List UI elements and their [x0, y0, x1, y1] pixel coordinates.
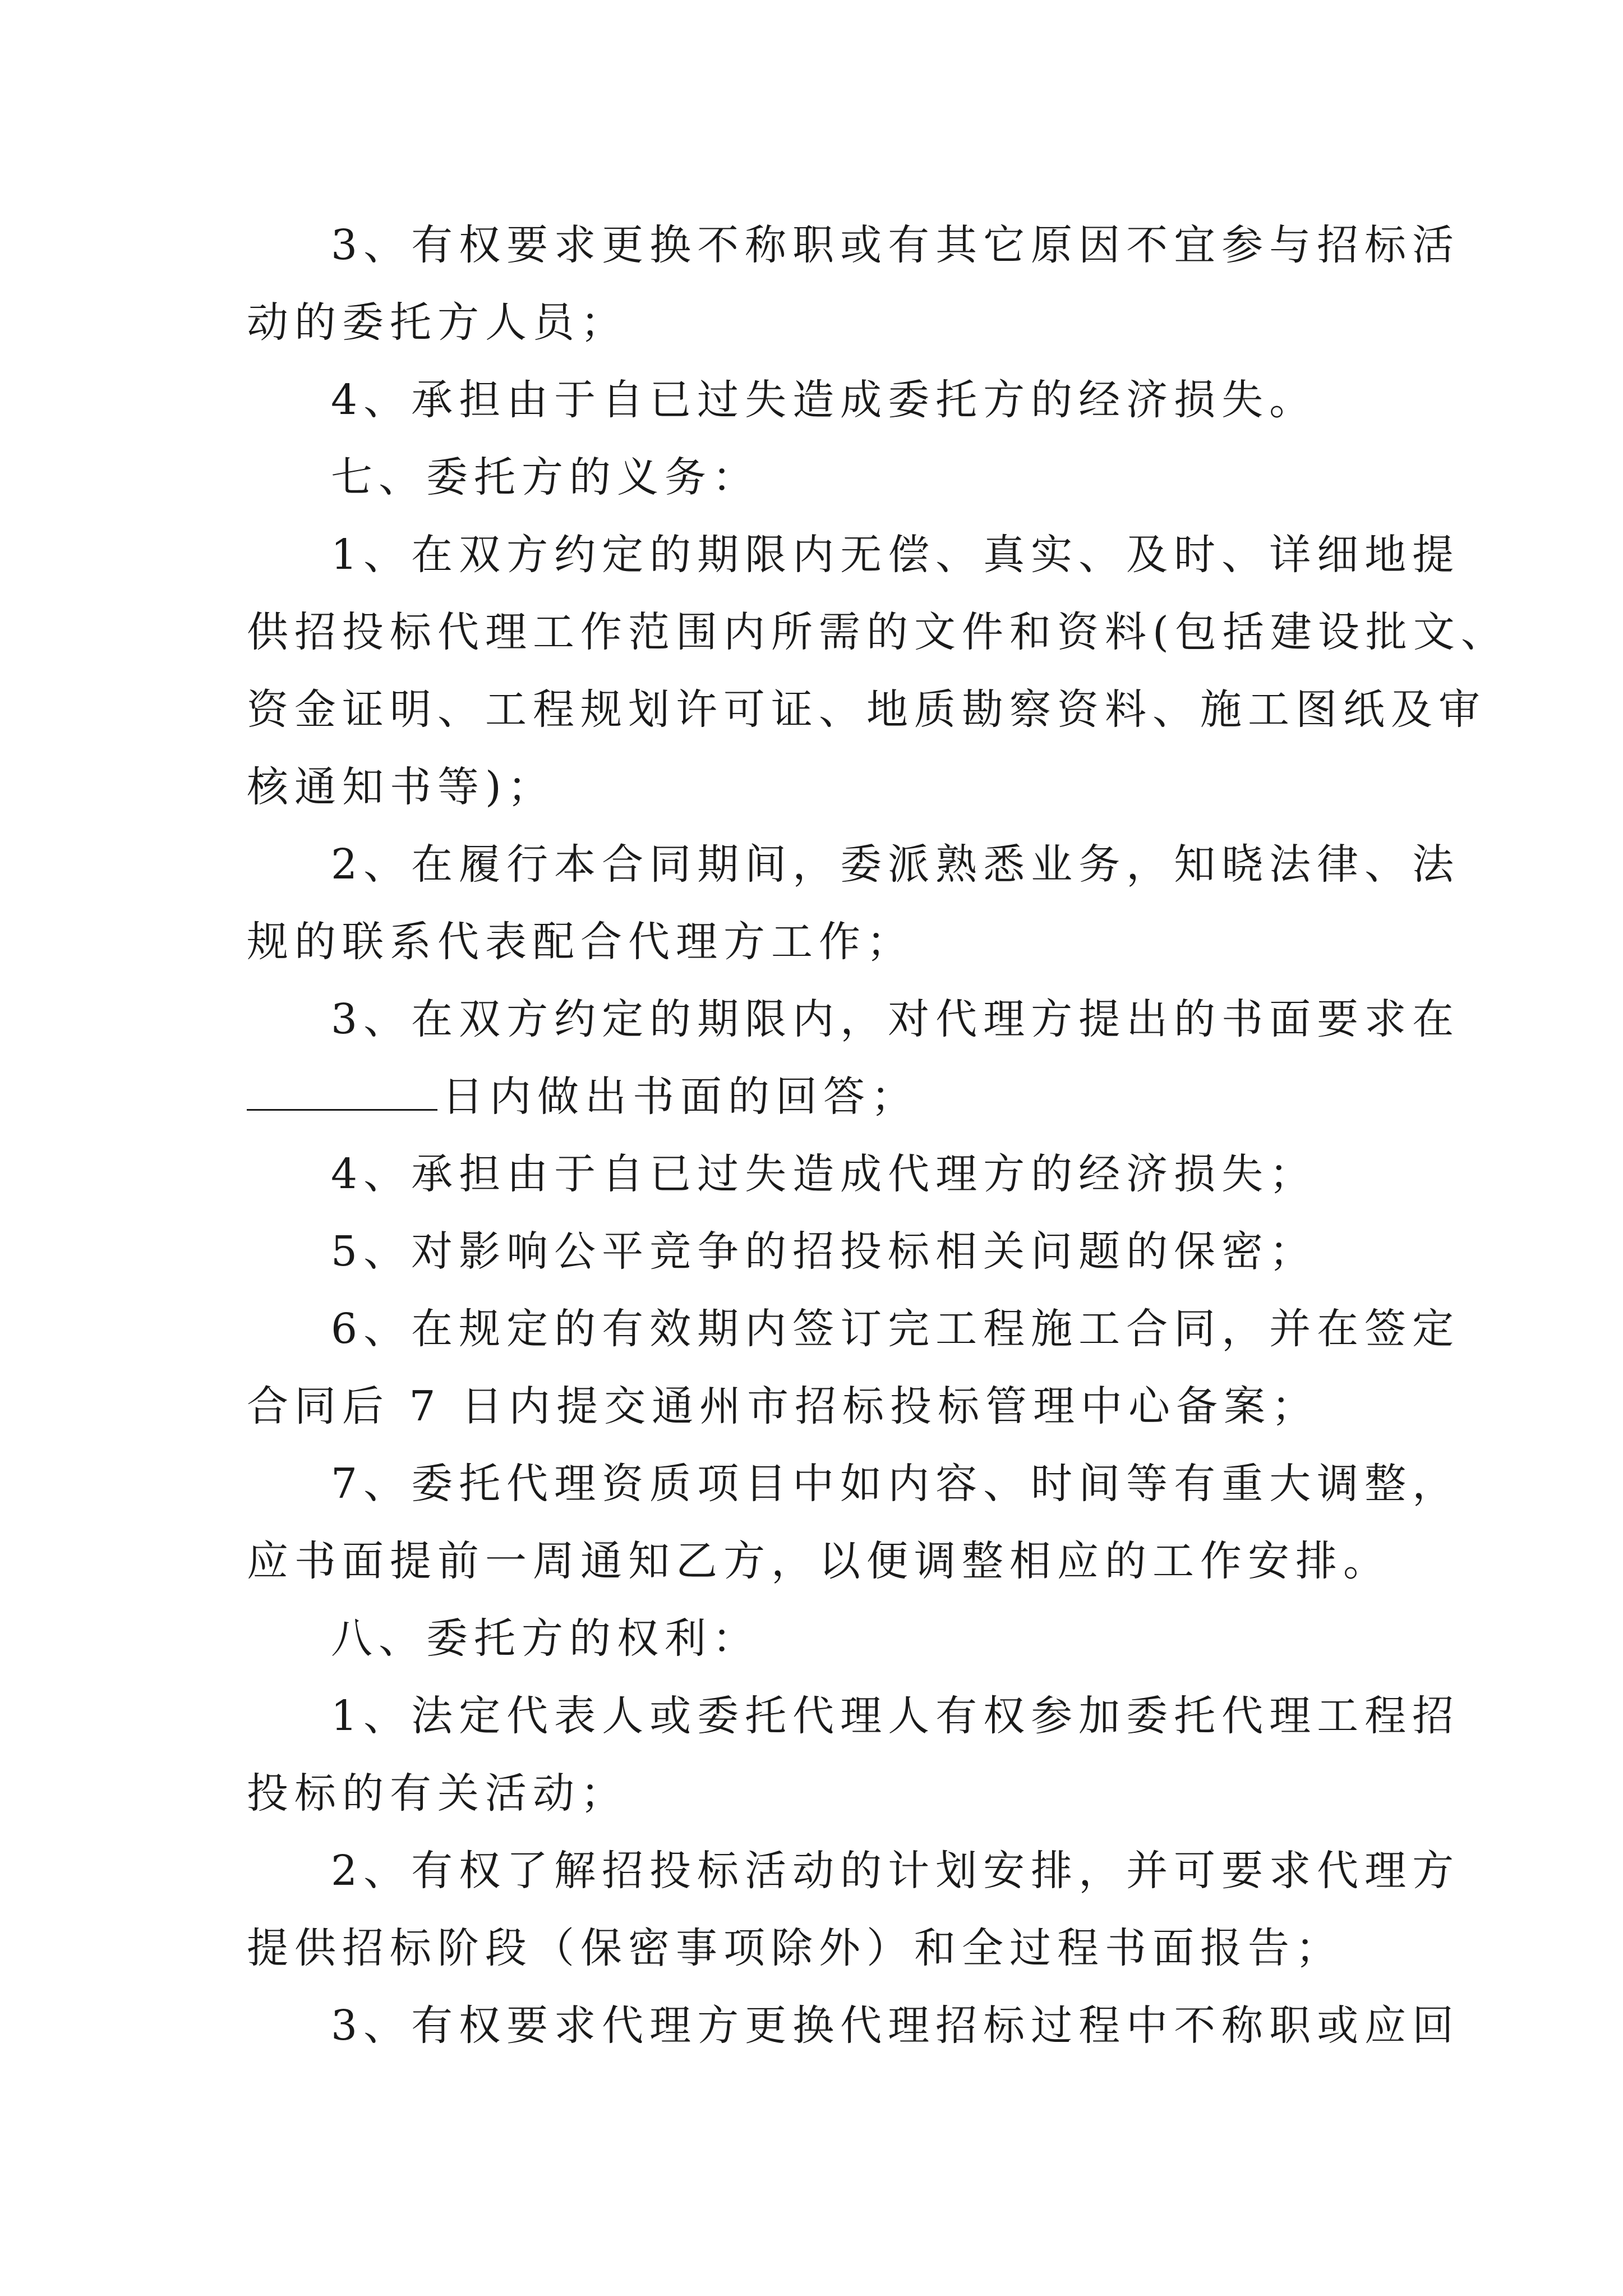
document-body [247, 206, 1509, 2064]
text-line: 4、承担由于自已过失造成委托方的经济损失。 [331, 376, 1317, 424]
text-line: 应书面提前一周通知乙方，以便调整相应的工作安排。 [247, 1537, 1391, 1585]
text-line: 动的委托方人员； [247, 298, 628, 347]
text-line: 合同后 7 日内提交通州市招标投标管理中心备案； [247, 1382, 1320, 1430]
text-line: 规的联系代表配合代理方工作； [247, 918, 914, 966]
text-line: 提供招标阶段（保密事项除外）和全过程书面报告； [247, 1924, 1343, 1972]
text-line: 2、有权了解招投标活动的计划安排，并可要求代理方 [331, 1847, 1460, 1895]
text-line: 3、有权要求更换不称职或有其它原因不宜参与招标活 [331, 221, 1460, 269]
text-line: 供招投标代理工作范围内所需的文件和资料(包括建设批文、 [247, 608, 1509, 656]
text-line: 1、在双方约定的期限内无偿、真实、及时、详细地提 [331, 531, 1460, 579]
text-line: 日内做出书面的回答； [442, 1073, 919, 1121]
text-line: 资金证明、工程规划许可证、地质勘察资料、施工图纸及审 [247, 685, 1486, 734]
text-line: 2、在履行本合同期间，委派熟悉业务，知晓法律、法 [331, 840, 1460, 889]
text-line: 3、在双方约定的期限内，对代理方提出的书面要求在 [331, 995, 1460, 1043]
text-line-with-blank [247, 1058, 1396, 1135]
section-heading: 七、委托方的义务： [331, 453, 760, 501]
text-line: 核通知书等)； [247, 763, 555, 811]
text-line: 投标的有关活动； [247, 1769, 628, 1818]
text-line: 6、在规定的有效期内签订完工程施工合同，并在签定 [331, 1305, 1460, 1353]
text-line: 3、有权要求代理方更换代理招标过程中不称职或应回 [331, 2001, 1460, 2050]
text-line: 1、法定代表人或委托代理人有权参加委托代理工程招 [331, 1692, 1460, 1740]
text-line: 7、委托代理资质项目中如内容、时间等有重大调整， [331, 1460, 1460, 1508]
section-heading: 八、委托方的权利： [331, 1614, 760, 1663]
text-line: 4、承担由于自已过失造成代理方的经济损失； [331, 1150, 1317, 1198]
fill-in-blank [247, 1075, 437, 1111]
text-line: 5、对影响公平竞争的招投标相关问题的保密； [331, 1227, 1317, 1276]
